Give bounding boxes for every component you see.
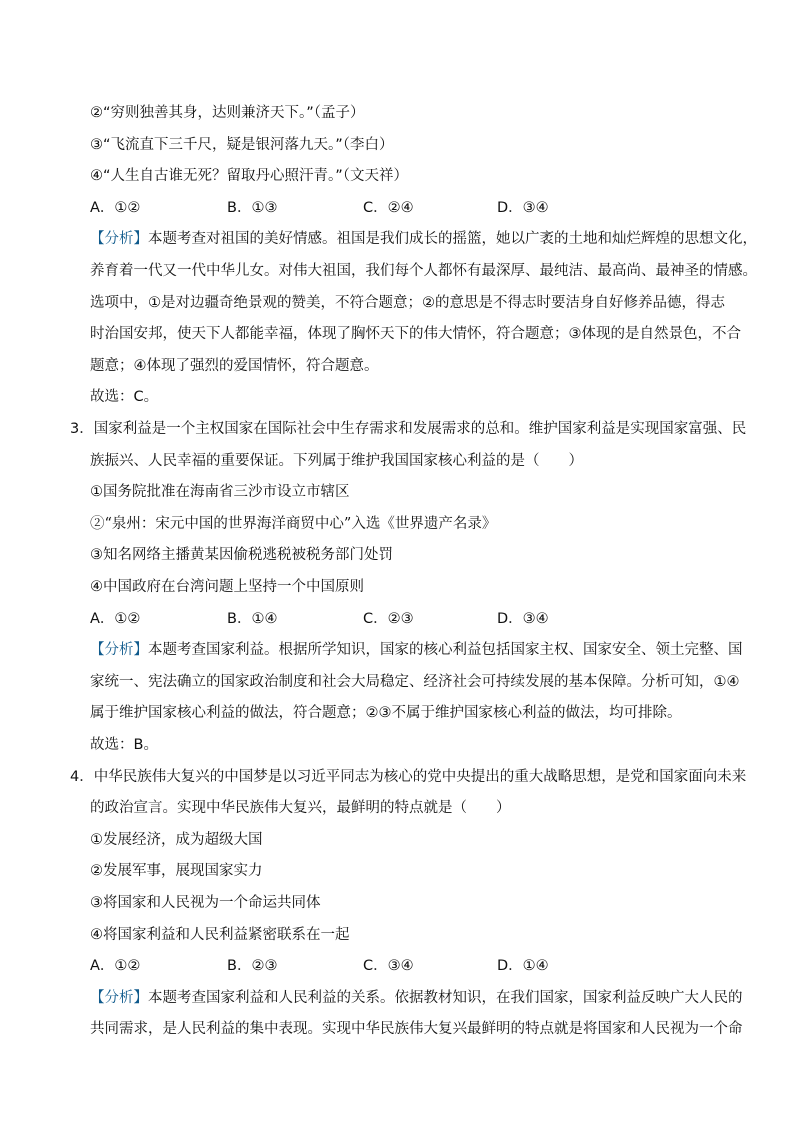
text-line: ②“泉州：宋元中国的世界海洋商贸中心”入选《世界遗产名录》 <box>90 516 497 532</box>
question-stem: 3．国家利益是一个主权国家在国际社会中生存需求和发展需求的总和。维护国家利益是实现国家富强、民 <box>70 421 747 437</box>
text-line: ④“人生自古谁无死？留取丹心照汗青。”（文天祥） <box>90 168 409 184</box>
analysis-text: 本题考查国家利益。根据所学知识，国家的核心利益包括国家主权、国家安全、领土完整、国 <box>148 642 743 658</box>
analysis-tag: 【分析】 <box>90 231 148 247</box>
answer-option: B．①③ <box>227 200 278 216</box>
answer-option: A．①② <box>90 958 141 974</box>
text-line: 家统一、宪法确立的国家政治制度和社会大局稳定、经济社会可持续发展的基本保障。分析可知，①④ <box>90 674 740 690</box>
answer-option: D．③④ <box>497 611 549 627</box>
answer-option: C．②③ <box>363 611 414 627</box>
answer-options <box>90 956 690 976</box>
analysis-paragraph <box>90 229 757 249</box>
answer-option: D．③④ <box>497 200 549 216</box>
text-line: ②发展军事，展现国家实力 <box>90 863 263 879</box>
text-line: 族振兴、人民幸福的重要保证。下列属于维护我国国家核心利益的是（ ） <box>90 453 583 469</box>
answer-option: A．①② <box>90 611 141 627</box>
answer-options <box>90 198 690 218</box>
text-line: ①国务院批准在海南省三沙市设立市辖区 <box>90 484 350 500</box>
text-line: ②“穷则独善其身，达则兼济天下。”（孟子） <box>90 105 365 121</box>
text-line: 选项中，①是对边疆奇绝景观的赞美，不符合题意；②的意思是不得志时要洁身自好修养品德，得志 <box>90 295 725 311</box>
text-line: 题意；④体现了强烈的爱国情怀，符合题意。 <box>90 358 379 374</box>
text-line: ③“飞流直下三千尺，疑是银河落九天。”（李白） <box>90 137 394 153</box>
text-line: ④将国家利益和人民利益紧密联系在一起 <box>90 927 350 943</box>
text-line: ③知名网络主播黄某因偷税逃税被税务部门处罚 <box>90 547 393 563</box>
text-line: ③将国家和人民视为一个命运共同体 <box>90 895 321 911</box>
analysis-text: 本题考查对祖国的美好情感。祖国是我们成长的摇篮，她以广袤的土地和灿烂辉煌的思想文化， <box>148 231 757 247</box>
answer-options <box>90 609 690 629</box>
text-line: ④中国政府在台湾问题上坚持一个中国原则 <box>90 579 364 595</box>
answer-option: B．②③ <box>227 958 278 974</box>
analysis-text: 本题考查国家利益和人民利益的关系。依据教材知识，在我们国家，国家利益反映广大人民的 <box>148 990 743 1006</box>
text-line: 故选：C。 <box>90 389 159 405</box>
answer-option: C．③④ <box>363 958 414 974</box>
text-line: 共同需求，是人民利益的集中表现。实现中华民族伟大复兴最鲜明的特点就是将国家和人民视为一个命 <box>90 1021 743 1037</box>
text-line: 属于维护国家核心利益的做法，符合题意；②③不属于维护国家核心利益的做法，均可排除。 <box>90 705 682 721</box>
answer-option: A．①② <box>90 200 141 216</box>
text-line: ①发展经济，成为超级大国 <box>90 832 263 848</box>
answer-option: C．②④ <box>363 200 414 216</box>
analysis-paragraph <box>90 988 743 1008</box>
analysis-tag: 【分析】 <box>90 642 148 658</box>
answer-option: D．①④ <box>497 958 549 974</box>
text-line: 时治国安邦，使天下人都能幸福，体现了胸怀天下的伟大情怀，符合题意；③体现的是自然景色，不合 <box>90 326 741 342</box>
answer-option: B．①④ <box>227 611 278 627</box>
question-stem: 4．中华民族伟大复兴的中国梦是以习近平同志为核心的党中央提出的重大战略思想，是党和国家面向未来 <box>70 769 747 785</box>
analysis-tag: 【分析】 <box>90 990 148 1006</box>
text-line: 故选：B。 <box>90 737 158 753</box>
text-line: 的政治宣言。实现中华民族伟大复兴，最鲜明的特点就是（ ） <box>90 800 511 816</box>
text-line: 养育着一代又一代中华儿女。对伟大祖国，我们每个人都怀有最深厚、最纯洁、最高尚、最神圣的情感。 <box>90 263 757 279</box>
analysis-paragraph <box>90 640 743 660</box>
